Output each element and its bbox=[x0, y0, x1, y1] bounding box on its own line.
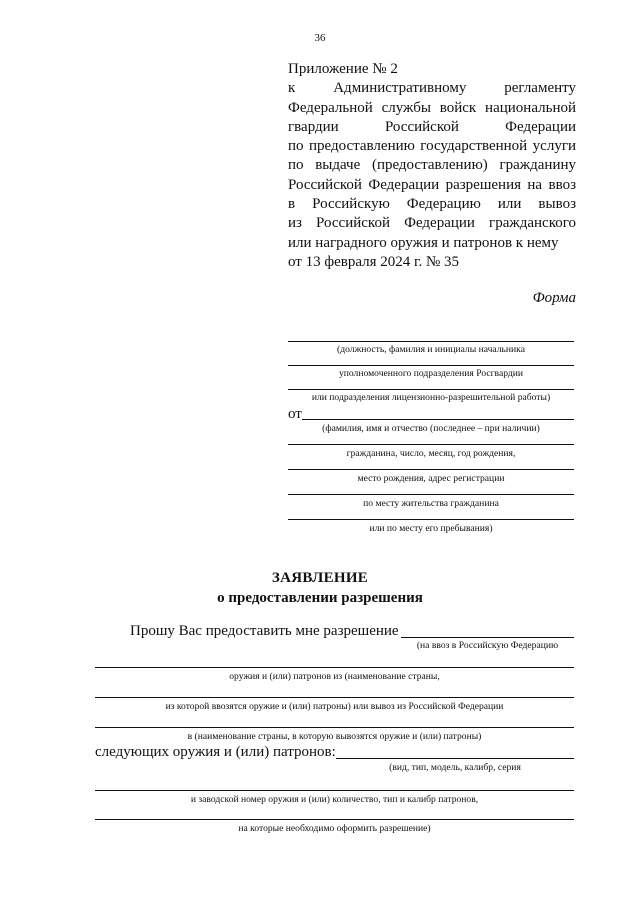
appendix-line: гвардии Российской Федерации bbox=[288, 118, 576, 135]
applicant-caption: место рождения, адрес регистрации bbox=[357, 473, 505, 484]
document-subtitle: о предоставлении разрешения bbox=[217, 590, 423, 606]
weapons-line[interactable] bbox=[95, 819, 574, 820]
addressee-line[interactable] bbox=[288, 365, 574, 366]
appendix-line: Приложение № 2 bbox=[288, 61, 398, 77]
addressee-caption: (должность, фамилия и инициалы начальника bbox=[337, 344, 525, 355]
addressee-caption: уполномоченного подразделения Росгвардии bbox=[338, 368, 524, 379]
document-title: ЗАЯВЛЕНИЕ bbox=[271, 570, 369, 586]
applicant-name-line[interactable] bbox=[302, 419, 574, 420]
request-caption: оружия и (или) патронов из (наименование страны, bbox=[229, 671, 440, 682]
applicant-caption: или по месту его пребывания) bbox=[369, 523, 493, 534]
applicant-line[interactable] bbox=[288, 444, 574, 445]
weapons-text: следующих оружия и (или) патронов: bbox=[95, 744, 336, 760]
request-caption: (на ввоз в Российскую Федерацию bbox=[416, 640, 559, 651]
appendix-line: в Российскую Федерацию или вывоз bbox=[288, 196, 576, 213]
applicant-caption: (фамилия, имя и отчество (последнее – при наличии) bbox=[322, 423, 540, 434]
appendix-line: Российской Федерации разрешения на ввоз bbox=[288, 176, 576, 193]
weapons-caption: (вид, тип, модель, калибр, серия bbox=[389, 762, 521, 773]
request-text: Прошу Вас предоставить мне разрешение bbox=[130, 623, 399, 639]
request-line[interactable] bbox=[95, 667, 574, 668]
appendix-line: от 13 февраля 2024 г. № 35 bbox=[288, 253, 460, 270]
appendix-line: по предоставлению государственной услуги bbox=[288, 138, 576, 155]
applicant-caption: по месту жительства гражданина bbox=[363, 498, 499, 509]
weapons-caption: на которые необходимо оформить разрешение) bbox=[238, 823, 431, 834]
applicant-caption: гражданина, число, месяц, год рождения, bbox=[346, 448, 516, 459]
applicant-line[interactable] bbox=[288, 494, 574, 495]
request-caption: в (наименование страны, в которую вывозятся оружие и (или) патроны) bbox=[187, 731, 482, 742]
weapons-line[interactable] bbox=[336, 758, 574, 759]
addressee-line[interactable] bbox=[288, 389, 574, 390]
request-caption: из которой ввозятся оружие и (или) патроны) или вывоз из Российской Федерации bbox=[165, 701, 504, 712]
form-label: Форма bbox=[532, 290, 576, 306]
appendix-line: к Административному регламенту bbox=[288, 80, 576, 97]
addressee-caption: или подразделения лицензионно-разрешительной работы) bbox=[311, 392, 551, 403]
request-line[interactable] bbox=[95, 727, 574, 728]
appendix-header bbox=[288, 60, 576, 272]
applicant-line[interactable] bbox=[288, 469, 574, 470]
weapons-caption: и заводской номер оружия и (или) количество, тип и калибр патронов, bbox=[190, 794, 479, 805]
appendix-line: по выдаче (предоставлению) гражданину bbox=[288, 157, 576, 174]
from-label: от bbox=[288, 406, 302, 422]
addressee-line[interactable] bbox=[288, 341, 574, 342]
appendix-line: Федеральной службы войск национальной bbox=[288, 99, 576, 116]
appendix-line: или наградного оружия и патронов к нему bbox=[288, 234, 559, 251]
request-line[interactable] bbox=[401, 637, 574, 638]
request-line[interactable] bbox=[95, 697, 574, 698]
applicant-line[interactable] bbox=[288, 519, 574, 520]
appendix-line: из Российской Федерации гражданского bbox=[288, 215, 576, 232]
weapons-line[interactable] bbox=[95, 790, 574, 791]
page-number: 36 bbox=[314, 32, 326, 44]
